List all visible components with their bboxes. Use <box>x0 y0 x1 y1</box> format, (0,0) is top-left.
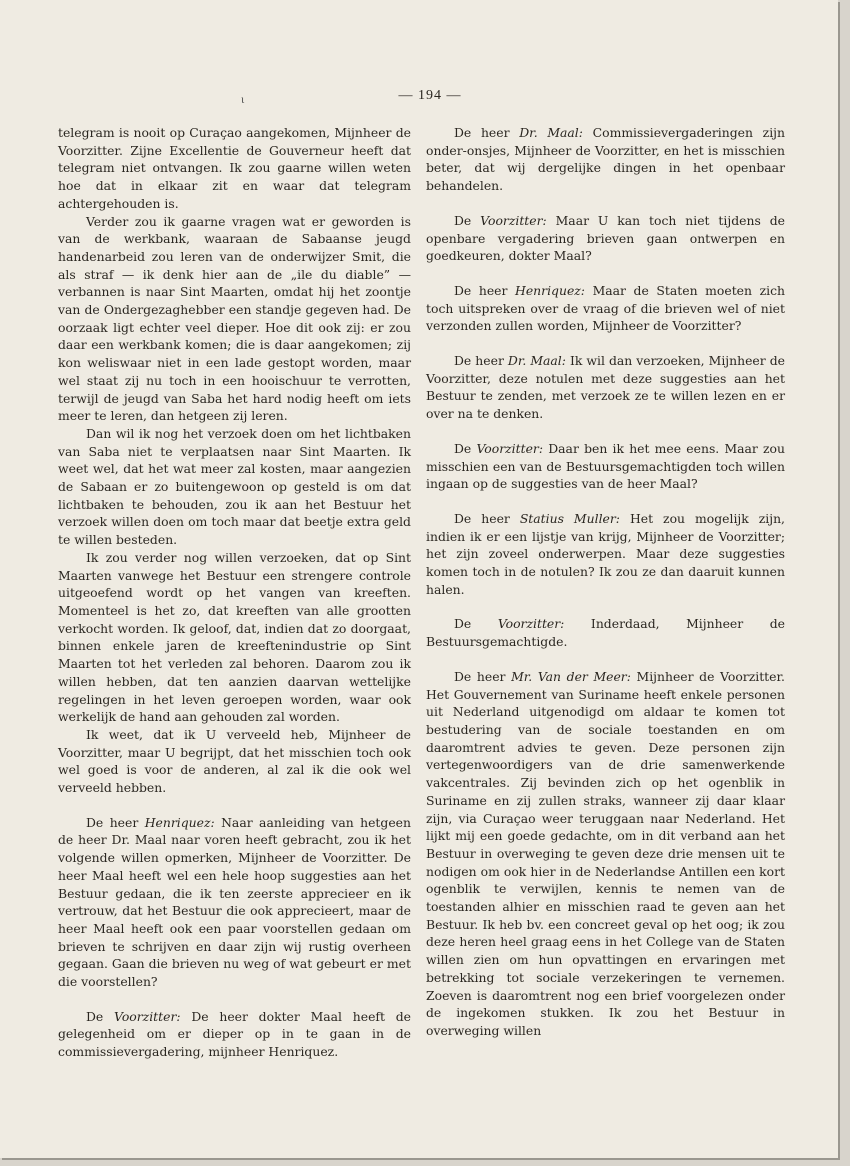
speaker-name: Dr. Maal: <box>507 353 566 369</box>
speech-text: Mijnheer de Voorzitter. Het Gouvernement van Suriname heeft enkele personen uit Nederland uitgenodigd om aldaar te komen tot bestudering van de sociale toestanden en om daaromtrent advies te geven. Deze personen zijn vertegenwoordigers van de drie samenwerkende vakcentrales. Zij bevinden zich op het ogenblik in Suriname en zij zullen straks, wanneer zij daar klaar zijn, via Curaçao weer teruggaan naar Nederland. Het lijkt mij een goede gedachte, om in dit verband aan het Bestuur in overweging te geven deze drie mensen uit te nodigen om ook hier in de Nederlandse Antillen een kort ogenblik te verwijlen, kennis te nemen van de toestanden alhier en misschien raad te geven aan het Bestuur. Ik heb bv. een concreet geval op het oog; ik zou deze heren heel graag eens in het College van de Staten willen zien om hun opvattingen en ervaringen met betrekking tot sociale verzekeringen te vernemen. Zoeven is daaromtrent nog een brief voorgelezen onder de ingekomen stukken. Ik zou het Bestuur in overweging willen <box>426 668 785 1038</box>
speaker-name: Mr. Van der Meer: <box>511 668 631 684</box>
left-column <box>58 124 411 1061</box>
speech-prefix: De heer <box>454 125 520 140</box>
paragraph: Ik weet, dat ik U verveeld heb, Mijnheer de Voorzitter, maar U begrijpt, dat het misschien toch ook wel goed is voor de anderen, al zal ik die ook wel verveeld hebben. <box>58 726 411 796</box>
speech-text: De heer dokter Maal heeft de gelegenheid om er dieper op in te gaan in de commissievergadering, mijnheer Henriquez. <box>58 1008 411 1060</box>
speaker-name: Henriquez: <box>515 282 585 298</box>
speaker-name: Voorzitter: <box>497 616 565 632</box>
speech-paragraph <box>426 124 785 195</box>
speech-prefix: De <box>86 1008 115 1024</box>
speech-text: Het zou mogelijk zijn, indien ik er een lijstje van krijg, Mijnheer de Voorzitter; het zijn zoveel onderwerpen. Maar deze suggesties komen toch in de notulen? Ik zou ze dan daaruit kunnen halen. <box>426 510 785 597</box>
speech-prefix: De <box>454 440 477 456</box>
speaker-name: Dr. Maal: <box>519 125 583 140</box>
speech-paragraph <box>58 1008 411 1061</box>
paragraph: Dan wil ik nog het verzoek doen om het lichtbaken van Saba niet te verplaatsen naar Sint Maarten. Ik weet wel, dat het wat meer zal kosten, maar aangezien de Sabaan er zo buitengewoon op gesteld is om dat lichtbaken te behouden, zou ik aan het Bestuur het verzoek willen doen om toch maar dat beetje extra geld te willen besteden. <box>58 425 411 548</box>
right-column <box>426 124 785 1040</box>
speech-paragraph <box>426 510 785 599</box>
speaker-name: Henriquez: <box>144 814 215 830</box>
speech-text: Ik wil dan verzoeken, Mijnheer de Voorzitter, deze notulen met deze suggesties aan het Bestuur te zenden, met verzoek ze te willen lezen en er over na te denken. <box>426 353 785 422</box>
paragraph: Ik zou verder nog willen verzoeken, dat op Sint Maarten vanwege het Bestuur een strengere controle uitgeoefend wordt op het vangen van kreeften. Momenteel is het zo, dat kreeften van alle grootten verkocht worden. Ik geloof, dat, indien dat zo doorgaat, binnen enkele jaren de kreeftenindustrie op Sint Maarten tot het verleden zal behoren. Daarom zou ik willen hebben, dat ten aanzien daarvan wettelijke regelingen in het leven geroepen worden, waar ook werkelijk de hand aan gehouden zal worden. <box>58 549 411 725</box>
speaker-name: Voorzitter: <box>114 1008 181 1024</box>
speech-prefix: De heer <box>454 668 512 684</box>
speech-paragraph <box>426 282 785 335</box>
speech-prefix: De <box>454 212 481 228</box>
speech-paragraph <box>426 615 785 650</box>
speech-prefix: De heer <box>86 814 145 830</box>
speech-text: Maar U kan toch niet tijdens de openbare vergadering brieven gaan ontwerpen en goedkeuren, dokter Maal? <box>426 212 785 264</box>
speech-paragraph <box>426 440 785 493</box>
speech-text: Inderdaad, Mijnheer de Bestuursgemachtigde. <box>426 616 785 650</box>
speech-paragraph <box>426 212 785 265</box>
speech-prefix: De <box>454 616 498 632</box>
page-number: — 194 — <box>398 88 462 103</box>
speech-text: Maar de Staten moeten zich toch uitspreken over de vraag of die brieven wel of niet verzonden zullen worden, Mijnheer de Voorzitter? <box>426 282 785 334</box>
speech-prefix: De heer <box>454 282 516 298</box>
speech-text: Daar ben ik het mee eens. Maar zou misschien een van de Bestuursgemachtigden toch willen ingaan op de suggesties van de heer Maal? <box>426 440 786 492</box>
speech-prefix: De heer <box>454 510 520 526</box>
speaker-name: Voorzitter: <box>480 212 547 228</box>
speaker-name: Statius Muller: <box>519 510 620 526</box>
speech-prefix: De heer <box>454 353 508 369</box>
paragraph: Verder zou ik gaarne vragen wat er geworden is van de werkbank, waaraan de Sabaanse jeugd handenarbeid zou leren van de onderwijzer Smit, die als straf — ik denk hier aan de „ile du diable” — verbannen is naar Sint Maarten, omdat hij het zoontje van de Ondergezaghebber een standje gegeven had. De oorzaak ligt echter veel dieper. Hoe dit ook zij: er zou daar een werkbank komen; die is daar aangekomen; zij kon weliswaar niet in een lade gestopt worden, maar wel staat zij nu toch in een hooischuur te verrotten, terwijl de jeugd van Saba het hard nodig heeft om iets meer te leren, dan hetgeen zij leren. <box>58 213 411 424</box>
speech-paragraph <box>426 668 785 1040</box>
speaker-name: Voorzitter: <box>476 440 544 456</box>
speech-text: Naar aanleiding van hetgeen de heer Dr. Maal naar voren heeft gebracht, zou ik het volgende willen opmerken, Mijnheer de Voorzitter. De heer Maal heeft wel een hele hoop suggesties aan het Bestuur gedaan, die ik ten zeerste apprecieer en ik vertrouw, dat het Bestuur die ook apprecieert, maar de heer Maal heeft ook een paar voorstellen gedaan om brieven te schrijven en daar zijn wij rustig overheen gegaan. Gaan die brieven nu weg of wat gebeurt er met die voorstellen? <box>58 814 411 990</box>
speech-paragraph <box>58 814 411 991</box>
margin-mark: ι <box>241 92 245 106</box>
paragraph: telegram is nooit op Curaçao aangekomen, Mijnheer de Voorzitter. Zijne Excellentie de Gouverneur heeft dat telegram niet ontvangen. Ik zou gaarne willen weten hoe dat in elkaar zit en waar dat telegram achtergehouden is. <box>58 125 411 211</box>
speech-paragraph <box>426 352 785 423</box>
speech-text: Commissievergaderingen zijn onder-onsjes, Mijnheer de Voorzitter, en het is misschien beter, dat wij dergelijke dingen in het openbaar behandelen. <box>426 125 785 194</box>
